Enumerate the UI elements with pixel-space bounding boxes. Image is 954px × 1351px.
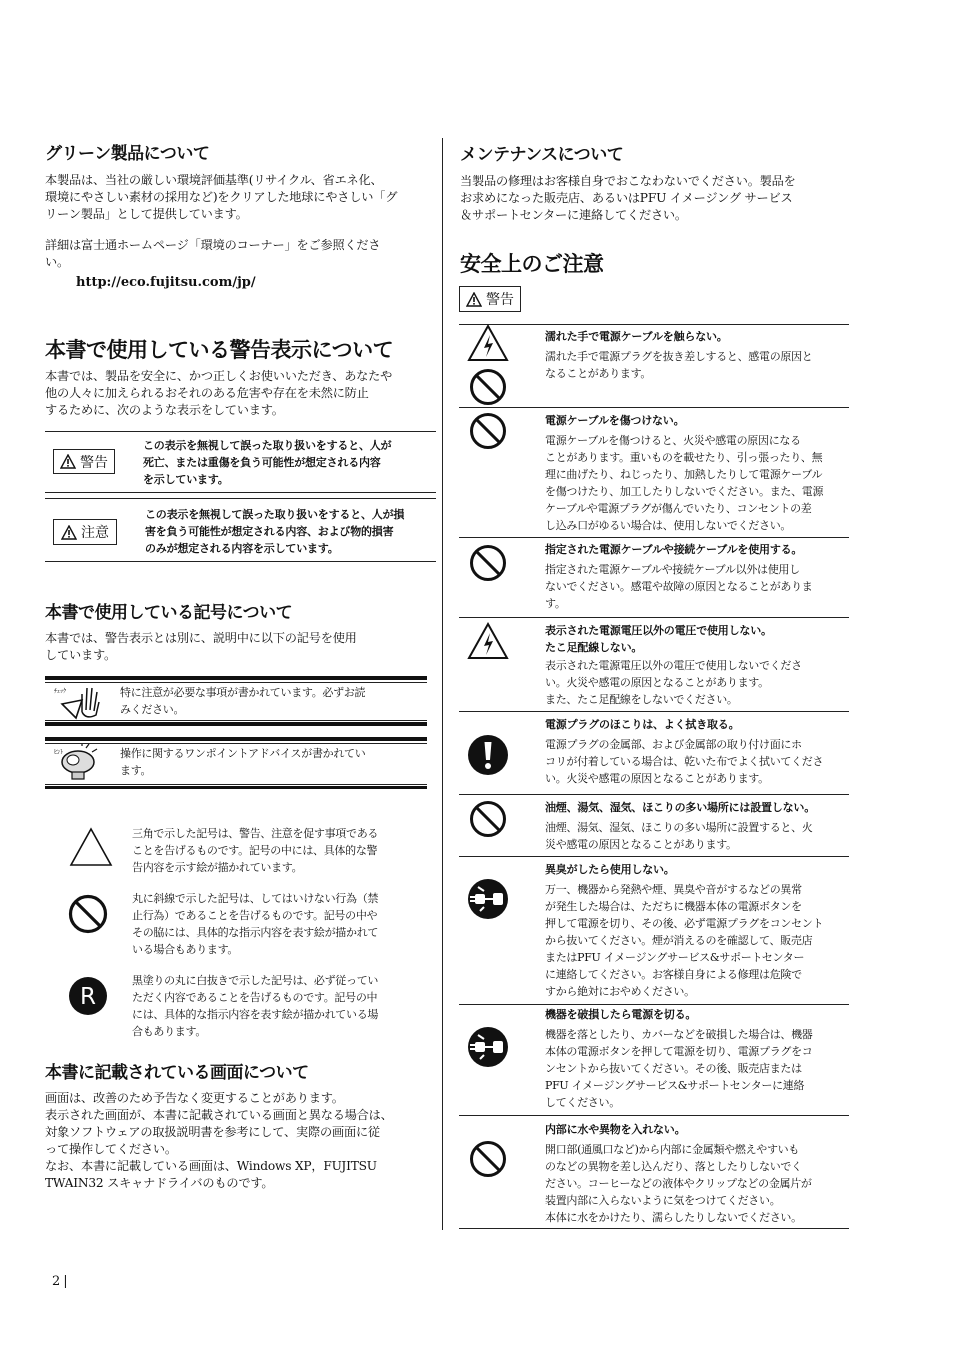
caution-triangle-icon [61,525,77,540]
mandatory-description: 黒塗りの丸に白抜きで示した記号は、必ず従ってい ただく内容であることを告げるものです。記号の中 には、具体的な指示内容を表す絵が描かれている場 合もあります。 [132,974,379,1038]
prohibited-description: 丸に斜線で示した記号は、してはいけない行為（禁 止行為）であることを告げるものです。記号の中や その脇には、具体的な指示内容を表す絵が描かれて いる場合もあります。 [132,892,379,956]
maintenance-paragraph: 当製品の修理はお客様自身でおこなわないでください。製品を お求めになった販売店、あるいはPFU イメージング サービス ＆サポートセンターに連絡してください。 [460,174,796,222]
svg-text:R: R [80,984,96,1010]
symbols-heading: 本書で使用している記号について [45,603,293,623]
safety-warning-badge: 警告 [459,286,521,312]
safety-heading: 安全上のご注意 [460,252,604,276]
electric-shock-icon [466,323,510,363]
keikoku-description: この表示を無視して誤った取り扱いをすると、人が 死亡、または重傷を負う可能性が想定される内容 を示しています。 [143,439,392,486]
maintenance-heading: メンテナンスについて [460,145,624,165]
chui-description: この表示を無視して誤った取り扱いをすると、人が損 害を負う可能性が想定される内容、および物的損害 のみが想定される内容を示しています。 [145,508,405,555]
prohibited-icon [467,411,509,451]
svg-text:ﾁｪｯｸ: ﾁｪｯｸ [54,688,67,695]
keikoku-badge: 警告 [53,449,115,474]
page-number: 2 | [52,1274,68,1289]
chui-badge: 注意 [53,519,117,545]
unplug-icon [466,878,510,920]
safety-item: 機器を破損したら電源を切る。 機器を落としたり、カバーなどを破損した場合は、機器 本体の電源ボタンを押して電源を切り、電源プラグをコ ンセントから抜いてください。その後、販売店または PFU イメージングサービス&サポートセンターに連絡 してください。 [545,1008,813,1109]
triangle-symbol-icon [68,826,114,868]
electric-shock-icon [466,621,510,661]
safety-item: 内部に水や異物を入れない。 開口部(通風口など)から内部に金属類や燃えやすいも のなどの異物を差し込んだり、落としたりしないでく ださい。コーヒーなどの液体やクリップなどの金属片が 装置内部に入らないように気をつけてください。 本体に水をかけたり、濡らしたりしないでください。 [545,1123,812,1224]
warning-triangle-icon [60,454,76,469]
unplug-icon [466,1026,510,1068]
safety-item: 表示された電源電圧以外の電圧で使用しない。 たこ足配線しない。 表示された電源電圧以外の電圧で使用しないでくださ い。火災や感電の原因となることがあります。 また、たこ足配線をしないでください。 [545,624,802,706]
warnings-heading: 本書で使用している警告表示について [45,338,394,362]
screens-heading: 本書に記載されている画面について [45,1063,309,1083]
attention-description: 特に注意が必要な事項が書かれています。必ずお読 みください。 [120,686,366,716]
triangle-description: 三角で示した記号は、警告、注意を促す事項である ことを告げるものです。記号の中には、具体的な警 告内容を示す絵が描かれています。 [132,827,379,874]
safety-item: 電源ケーブルを傷つけない。 電源ケーブルを傷つけると、火災や感電の原因になる ことがあります。重いものを載せたり、引っ張ったり、無 理に曲げたり、ねじったり、加熱したりして電源ケーブル を傷つけたり、加工したりしないでください。また、電源 ケーブルや電源プラグが傷んでいたり、コンセントの差 し込み口がゆるい場合は、使用しないでください。 [545,414,824,532]
mandatory-exclamation-icon [467,734,509,776]
safety-item: 指定された電源ケーブルや接続ケーブルを使用する。 指定された電源ケーブルや接続ケーブル以外は使用し ないでください。感電や故障の原因となることがありま す。 [545,543,813,610]
prohibited-icon [467,543,509,583]
eco-url-link[interactable]: http://eco.fujitsu.com/jp/ [76,275,256,290]
prohibited-icon [467,1139,509,1179]
safety-item: 電源プラグのほこりは、よく拭き取る。 電源プラグの金属部、および金属部の取り付け面にホ コリが付着している場合は、乾いた布でよく拭いてくださ い。火災や感電の原因となることがあります。 [545,718,824,785]
green-heading: グリーン製品について [45,144,210,164]
screens-paragraph: 画面は、改善のため予告なく変更することがあります。 表示された画面が、本書に記載されている画面と異なる場合は、 対象ソフトウェアの取扱説明書を参考にして、実際の画面に従 って操作してください。 なお、本書に記載している画面は、Windows XP，FUJITSU TWAIN32 スキャナドライバのものです。 [45,1091,393,1190]
hint-description: 操作に関するワンポイントアドバイスが書かれてい ます。 [120,747,366,777]
symbols-intro: 本書では、警告表示とは別に、説明中に以下の記号を使用 しています。 [45,631,357,662]
green-paragraph: 本製品は、当社の厳しい環境評価基準(リサイクル、省エネ化、 環境にやさしい素材の採用など)をクリアした地球にやさしい「グ リーン製品」として提供しています。 [45,173,398,221]
green-detail: 詳細は富士通ホームページ「環境のコーナー」をご参照くださ い。 [45,238,381,269]
prohibited-symbol-icon [67,893,109,935]
prohibited-icon [467,367,509,407]
warnings-intro: 本書では、製品を安全に、かつ正しくお使いいただき、あなたや 他の人々に加えられるおそれのある危害や存在を未然に防止 するために、次のような表示をしています。 [45,369,393,417]
safety-item: 油煙、湯気、湿気、ほこりの多い場所には設置しない。 油煙、湯気、湿気、ほこりの多い場所に設置すると、火 災や感電の原因となることがあります。 [545,801,815,851]
safety-item: 濡れた手で電源ケーブルを触らない。 濡れた手で電源プラグを抜き差しすると、感電の原因と なることがあります。 [545,330,813,380]
safety-item: 異臭がしたら使用しない。 万一、機器から発熱や煙、異臭や音がするなどの異常 が発生した場合は、ただちに機器本体の電源ボタンを 押して電源を切り、その後、必ず電源プラグをコンセント から抜いてください。煙が消えるのを確認して、販売店 またはPFU イメージングサービス&サポートセンター に連絡してください。お客様自身による修理は危険で すから絶対におやめください。 [545,863,824,998]
column-divider [442,138,443,1230]
svg-text:ﾋﾝﾄ: ﾋﾝﾄ [54,749,64,756]
prohibited-icon [467,799,509,839]
warning-triangle-icon [466,292,482,307]
hint-bulb-icon [52,744,104,784]
attention-hand-icon [52,682,104,720]
mandatory-symbol-icon [67,975,109,1017]
